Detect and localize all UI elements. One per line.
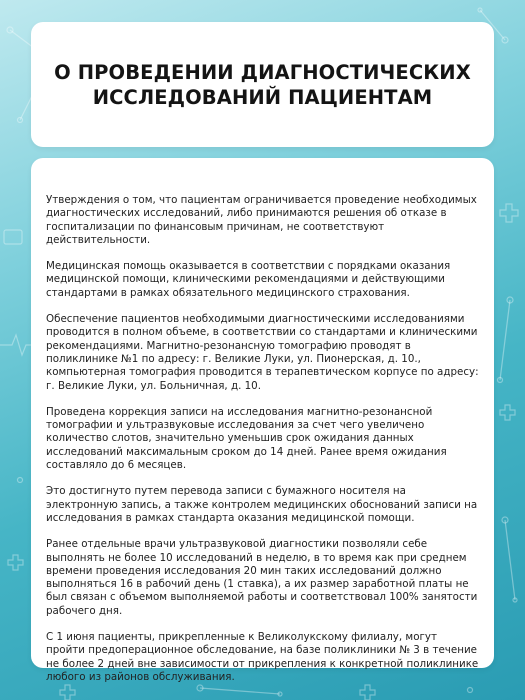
cross-icon [500,204,518,222]
paragraph-1: Утверждения о том, что пациентам ограничивается проведение необходимых диагностических исследований, либо принимаются решения об отказе в госпитализации по финансовым причинам, не соответствуют действительности. [46,194,477,246]
medical-case-icon [4,230,22,244]
paragraph-3: Обеспечение пациентов необходимыми диагностическими исследованиями проводится в полном объеме, в соответствии со стандартами и клиническими рекомендациями. Магнитно-резонансную томографию проводят в поликлинике №1 по адресу: г. Великие Луки, ул. Пионерская, д. 10., компьютерная томография проводится в терапевтическом корпусе по адресу: г. Великие Луки, ул. Больничная, д. 10. [46,313,479,392]
paragraph-4: Проведена коррекция записи на исследования магнитно-резонансной томографии и ультразвуковые исследования за счет чего увеличено количество слотов, значительно уменьшив срок ожидания данных исследований максимальным сроком до 14 дней. Ранее время ожидания составляло до 6 месяцев. [46,405,447,472]
paragraph-2: Медицинская помощь оказывается в соответствии с порядками оказания медицинской помощи, клиническими рекомендациями и действующими стандартами в рамках обязательного медицинского страхования. [46,260,451,299]
paragraph-5: Это достигнуто путем перевода записи с бумажного носителя на электронную запись, а также контролем медицинских обоснований записи на исследования в рамках стандарта оказания медицинской помощи. [46,485,478,524]
paragraph-7: С 1 июня пациенты, прикрепленные к Великолукскому филиалу, могут пройти предоперационное обследование, на базе поликлиники № 3 в течение не более 2 дней вне зависимости от прикрепления к конкретной поликлинике любого из районов обслуживания. [46,631,479,683]
page-title: О ПРОВЕДЕНИИ ДИАГНОСТИЧЕСКИХ ИССЛЕДОВАНИЙ ПАЦИЕНТАМ [54,60,471,109]
content-card [31,158,494,683]
paragraph-6: Ранее отдельные врачи ультразвуковой диагностики позволяли себе выполнять не более 10 исследований в неделю, в то время как при среднем времени проведения исследования 20 мин таких исследований должно выполняться 16 в рабочий день (1 ставка), а их размер заработной платы не был связан с объемом выполняемой работы и соответствовал 100% занятости рабочего дня. [46,538,478,617]
title-card [31,22,494,147]
